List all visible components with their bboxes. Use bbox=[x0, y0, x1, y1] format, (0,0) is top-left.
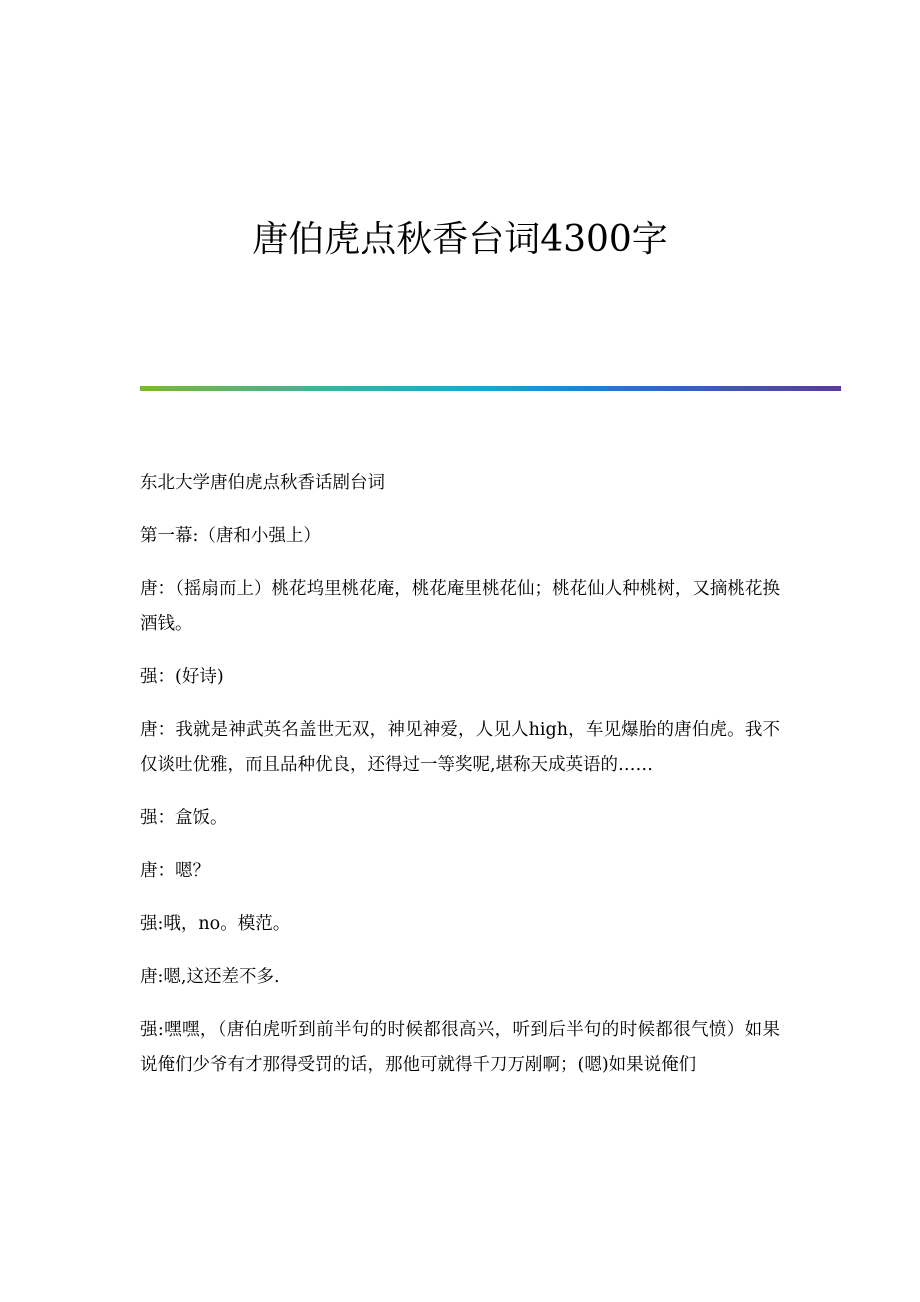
paragraph-dialogue: 唐:嗯,这还差不多. bbox=[140, 967, 280, 987]
paragraph-act-one: 第一幕:（唐和小强上） bbox=[140, 526, 321, 546]
paragraph-dialogue: 唐：（摇扇而上）桃花坞里桃花庵，桃花庵里桃花仙；桃花仙人种桃树，又摘桃花换酒钱。 bbox=[140, 579, 780, 634]
paragraph-dialogue: 强:哦，no。模范。 bbox=[140, 914, 291, 934]
paragraph-dialogue: 强：(好诗) bbox=[140, 667, 224, 687]
title-divider bbox=[140, 386, 841, 391]
paragraph-dialogue: 强:嘿嘿，（唐伯虎听到前半句的时候都很高兴，听到后半句的时候都很气愤）如果说俺们少爷有才那得受罚的话，那他可就得千刀万剐啊；(嗯)如果说俺们 bbox=[140, 1020, 780, 1075]
paragraph-dialogue: 唐：嗯？ bbox=[140, 861, 210, 881]
document-title: 唐伯虎点秋香台词4300字 bbox=[252, 219, 668, 260]
paragraph-dialogue: 唐：我就是神武英名盖世无双，神见神爱，人见人high，车见爆胎的唐伯虎。我不仅谈吐优雅，而且品种优良，还得过一等奖呢,堪称天成英语的…… bbox=[140, 720, 780, 775]
paragraph-dialogue: 强：盒饭。 bbox=[140, 808, 228, 828]
document-body bbox=[140, 466, 780, 1101]
paragraph-heading: 东北大学唐伯虎点秋香话剧台词 bbox=[140, 473, 385, 493]
